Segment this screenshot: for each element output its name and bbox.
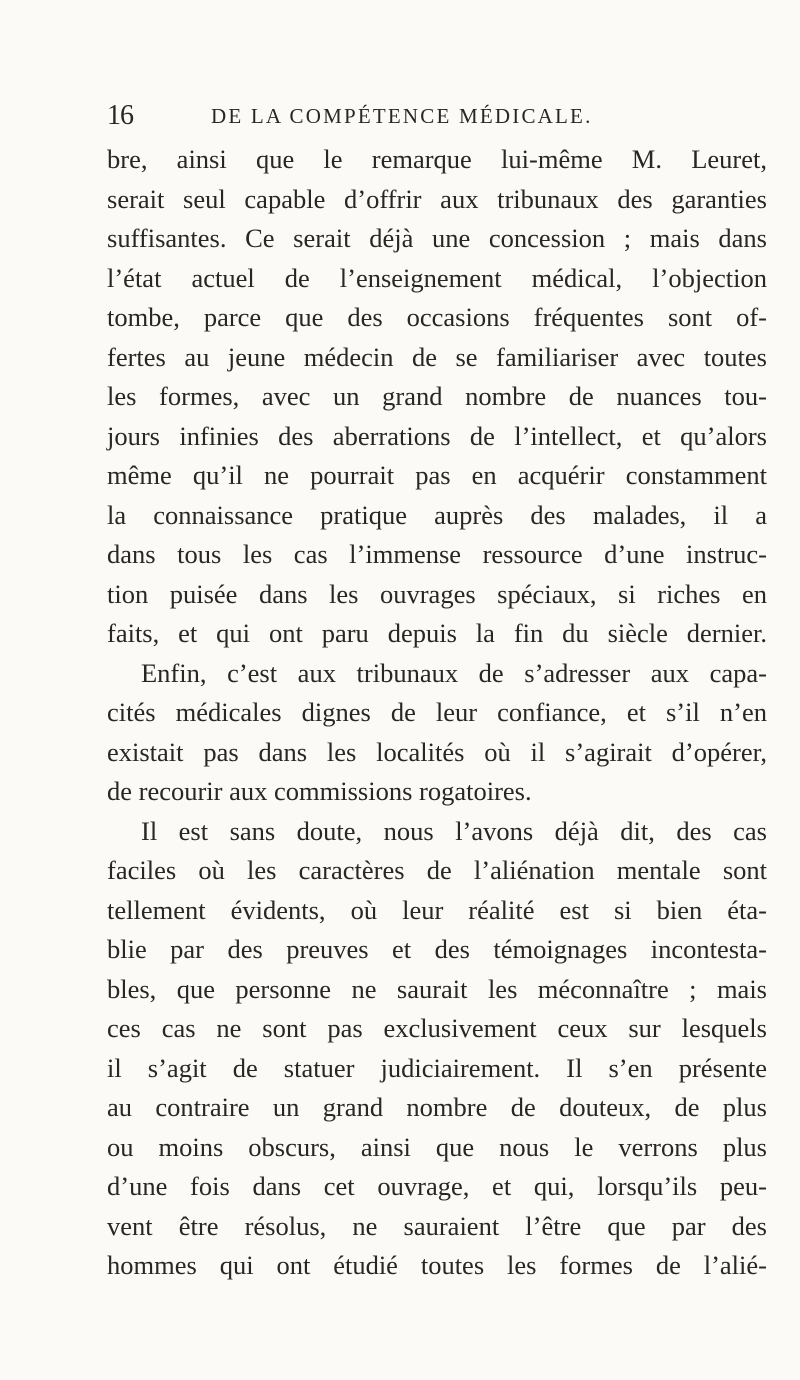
text-line: hommes qui ont étudié toutes les formes de l’alié- xyxy=(107,1250,767,1280)
text-line: d’une fois dans cet ouvrage, et qui, lorsqu’ils peu- xyxy=(107,1171,767,1201)
text-line: au contraire un grand nombre de douteux, de plus xyxy=(107,1092,767,1122)
text-line: même qu’il ne pourrait pas en acquérir constamment xyxy=(107,460,767,490)
text-line: jours infinies des aberrations de l’intellect, et qu’alors xyxy=(107,420,767,451)
text-line: faciles où les caractères de l’aliénation mentale sont xyxy=(107,855,767,885)
page-number: 16 xyxy=(107,100,133,131)
text-line: faits, et qui ont paru depuis la fin du siècle dernier. xyxy=(107,618,767,648)
running-title: DE LA COMPÉTENCE MÉDICALE. xyxy=(211,104,593,128)
text-line: tellement évidents, où leur réalité est si bien éta- xyxy=(107,894,767,925)
text-line: bre, ainsi que le remarque lui-même M. Leuret, xyxy=(107,144,767,174)
paragraph-start-line: Enfin, c’est aux tribunaux de s’adresser aux capa- xyxy=(141,657,767,688)
text-line: tombe, parce que des occasions fréquentes sont of- xyxy=(107,302,767,332)
text-line: fertes au jeune médecin de se familiariser avec toutes xyxy=(107,341,767,372)
text-line: bles, que personne ne saurait les méconnaître ; mais xyxy=(107,973,767,1004)
text-line: cités médicales dignes de leur confiance, et s’il n’en xyxy=(107,697,767,727)
running-head xyxy=(107,98,767,134)
text-line: tion puisée dans les ouvrages spéciaux, si riches en xyxy=(107,578,767,609)
text-line: blie par des preuves et des témoignages incontesta- xyxy=(107,934,767,964)
text-line: ou moins obscurs, ainsi que nous le verrons plus xyxy=(107,1131,767,1162)
text-line: il s’agit de statuer judiciairement. Il s’en présente xyxy=(107,1052,767,1083)
paragraph-end-line: de recourir aux commissions rogatoires. xyxy=(107,776,532,806)
text-line: serait seul capable d’offrir aux tribunaux des garanties xyxy=(107,183,767,214)
text-line: existait pas dans les localités où il s’agirait d’opérer, xyxy=(107,736,767,767)
text-line: ces cas ne sont pas exclusivement ceux sur lesquels xyxy=(107,1013,767,1043)
text-line: suffisantes. Ce serait déjà une concession ; mais dans xyxy=(107,223,767,253)
paragraph-start-line: Il est sans doute, nous l’avons déjà dit, des cas xyxy=(141,815,767,846)
text-line: dans tous les cas l’immense ressource d’une instruc- xyxy=(107,539,767,569)
text-line: vent être résolus, ne sauraient l’être que par des xyxy=(107,1210,767,1241)
text-line: l’état actuel de l’enseignement médical, l’objection xyxy=(107,262,767,293)
text-line: la connaissance pratique auprès des malades, il a xyxy=(107,499,767,530)
text-line: les formes, avec un grand nombre de nuances tou- xyxy=(107,381,767,411)
body-text xyxy=(107,140,767,1286)
